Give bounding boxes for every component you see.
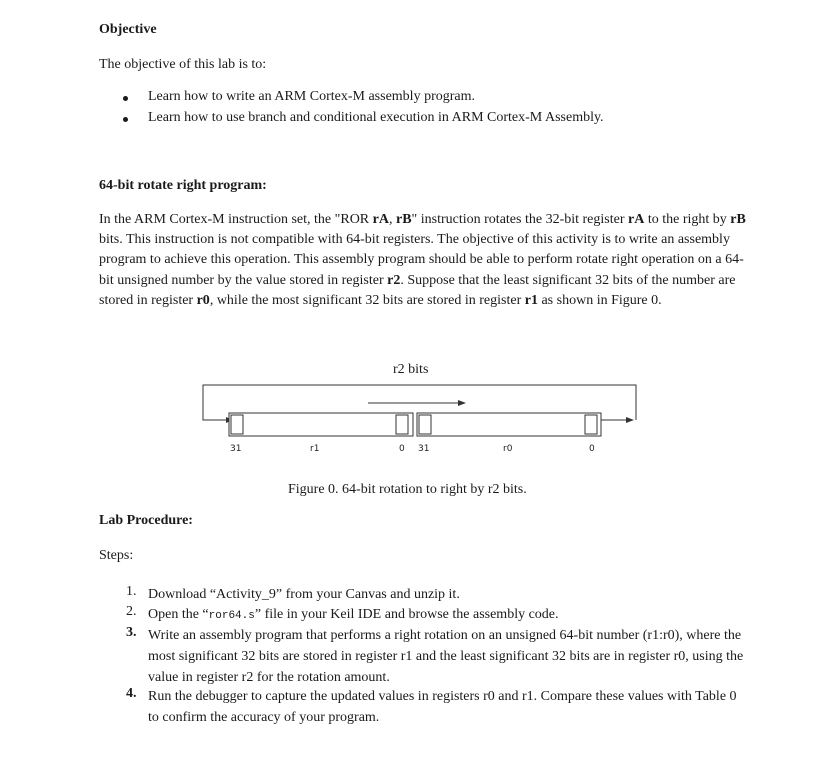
step-2: Open the “ror64.s” file in your Keil IDE and browse the assembly code. [148,607,559,622]
shift-arrow-head [458,400,466,406]
steps-label: Steps: [99,548,134,563]
r0-bit0-label: 0 [589,444,595,454]
r1-label: r1 [310,444,320,454]
register-r0-box [417,413,601,436]
lab-procedure-heading: Lab Procedure: [99,513,193,528]
rotate-paragraph: In the ARM Cortex-M instruction set, the "ROR rA, rB" instruction rotates the 32-bit register rA to the right by rB bits. This instruction is not compatible with 64-bit registers. The objective of this activity is to write an assembly program to achieve this operation. This assembly program should be able to perform rotate right operation on a 64-bit unsigned number by the value stored in register r2. Suppose that the least significant 32 bits of the number are stored in register r0, while the most significant 32 bits are stored in register r1 as shown in Figure 0. [99,212,746,308]
step-1: Download “Activity_9” from your Canvas and unzip it. [148,587,460,602]
objective-heading: Objective [99,22,157,37]
r1-bit31-label: 31 [230,444,242,454]
step-number: 2. [126,604,137,619]
wrap-arrow-head-right [626,417,634,423]
objective-bullet-1: Learn how to write an ARM Cortex-M assembly program. [148,89,475,104]
objective-bullet-2: Learn how to use branch and conditional execution in ARM Cortex-M Assembly. [148,110,604,125]
figure-caption: Figure 0. 64-bit rotation to right by r2 bits. [288,482,527,497]
rotate-heading: 64-bit rotate right program: [99,178,267,193]
filename-code: ror64.s [208,610,255,622]
register-r1-box [229,413,413,436]
step-4: Run the debugger to capture the updated values in registers r0 and r1. Compare these values with Table 0 to confirm the accuracy of your program. [148,689,737,725]
step-number: 1. [126,584,137,599]
step-number: 4. [126,686,137,701]
objective-intro: The objective of this lab is to: [99,57,267,72]
r1-bit0-label: 0 [399,444,405,454]
step-number: 3. [126,625,137,640]
figure-top-label: r2 bits [393,362,429,377]
step-3: Write an assembly program that performs a right rotation on an unsigned 64-bit number (r1:r0), where the most significant 32 bits are stored in register r1 and the least significant 32 bits are in register r0, using the value in register r2 for the rotation amount. [148,628,744,685]
r0-bit31-label: 31 [418,444,430,454]
r0-label: r0 [503,444,513,454]
